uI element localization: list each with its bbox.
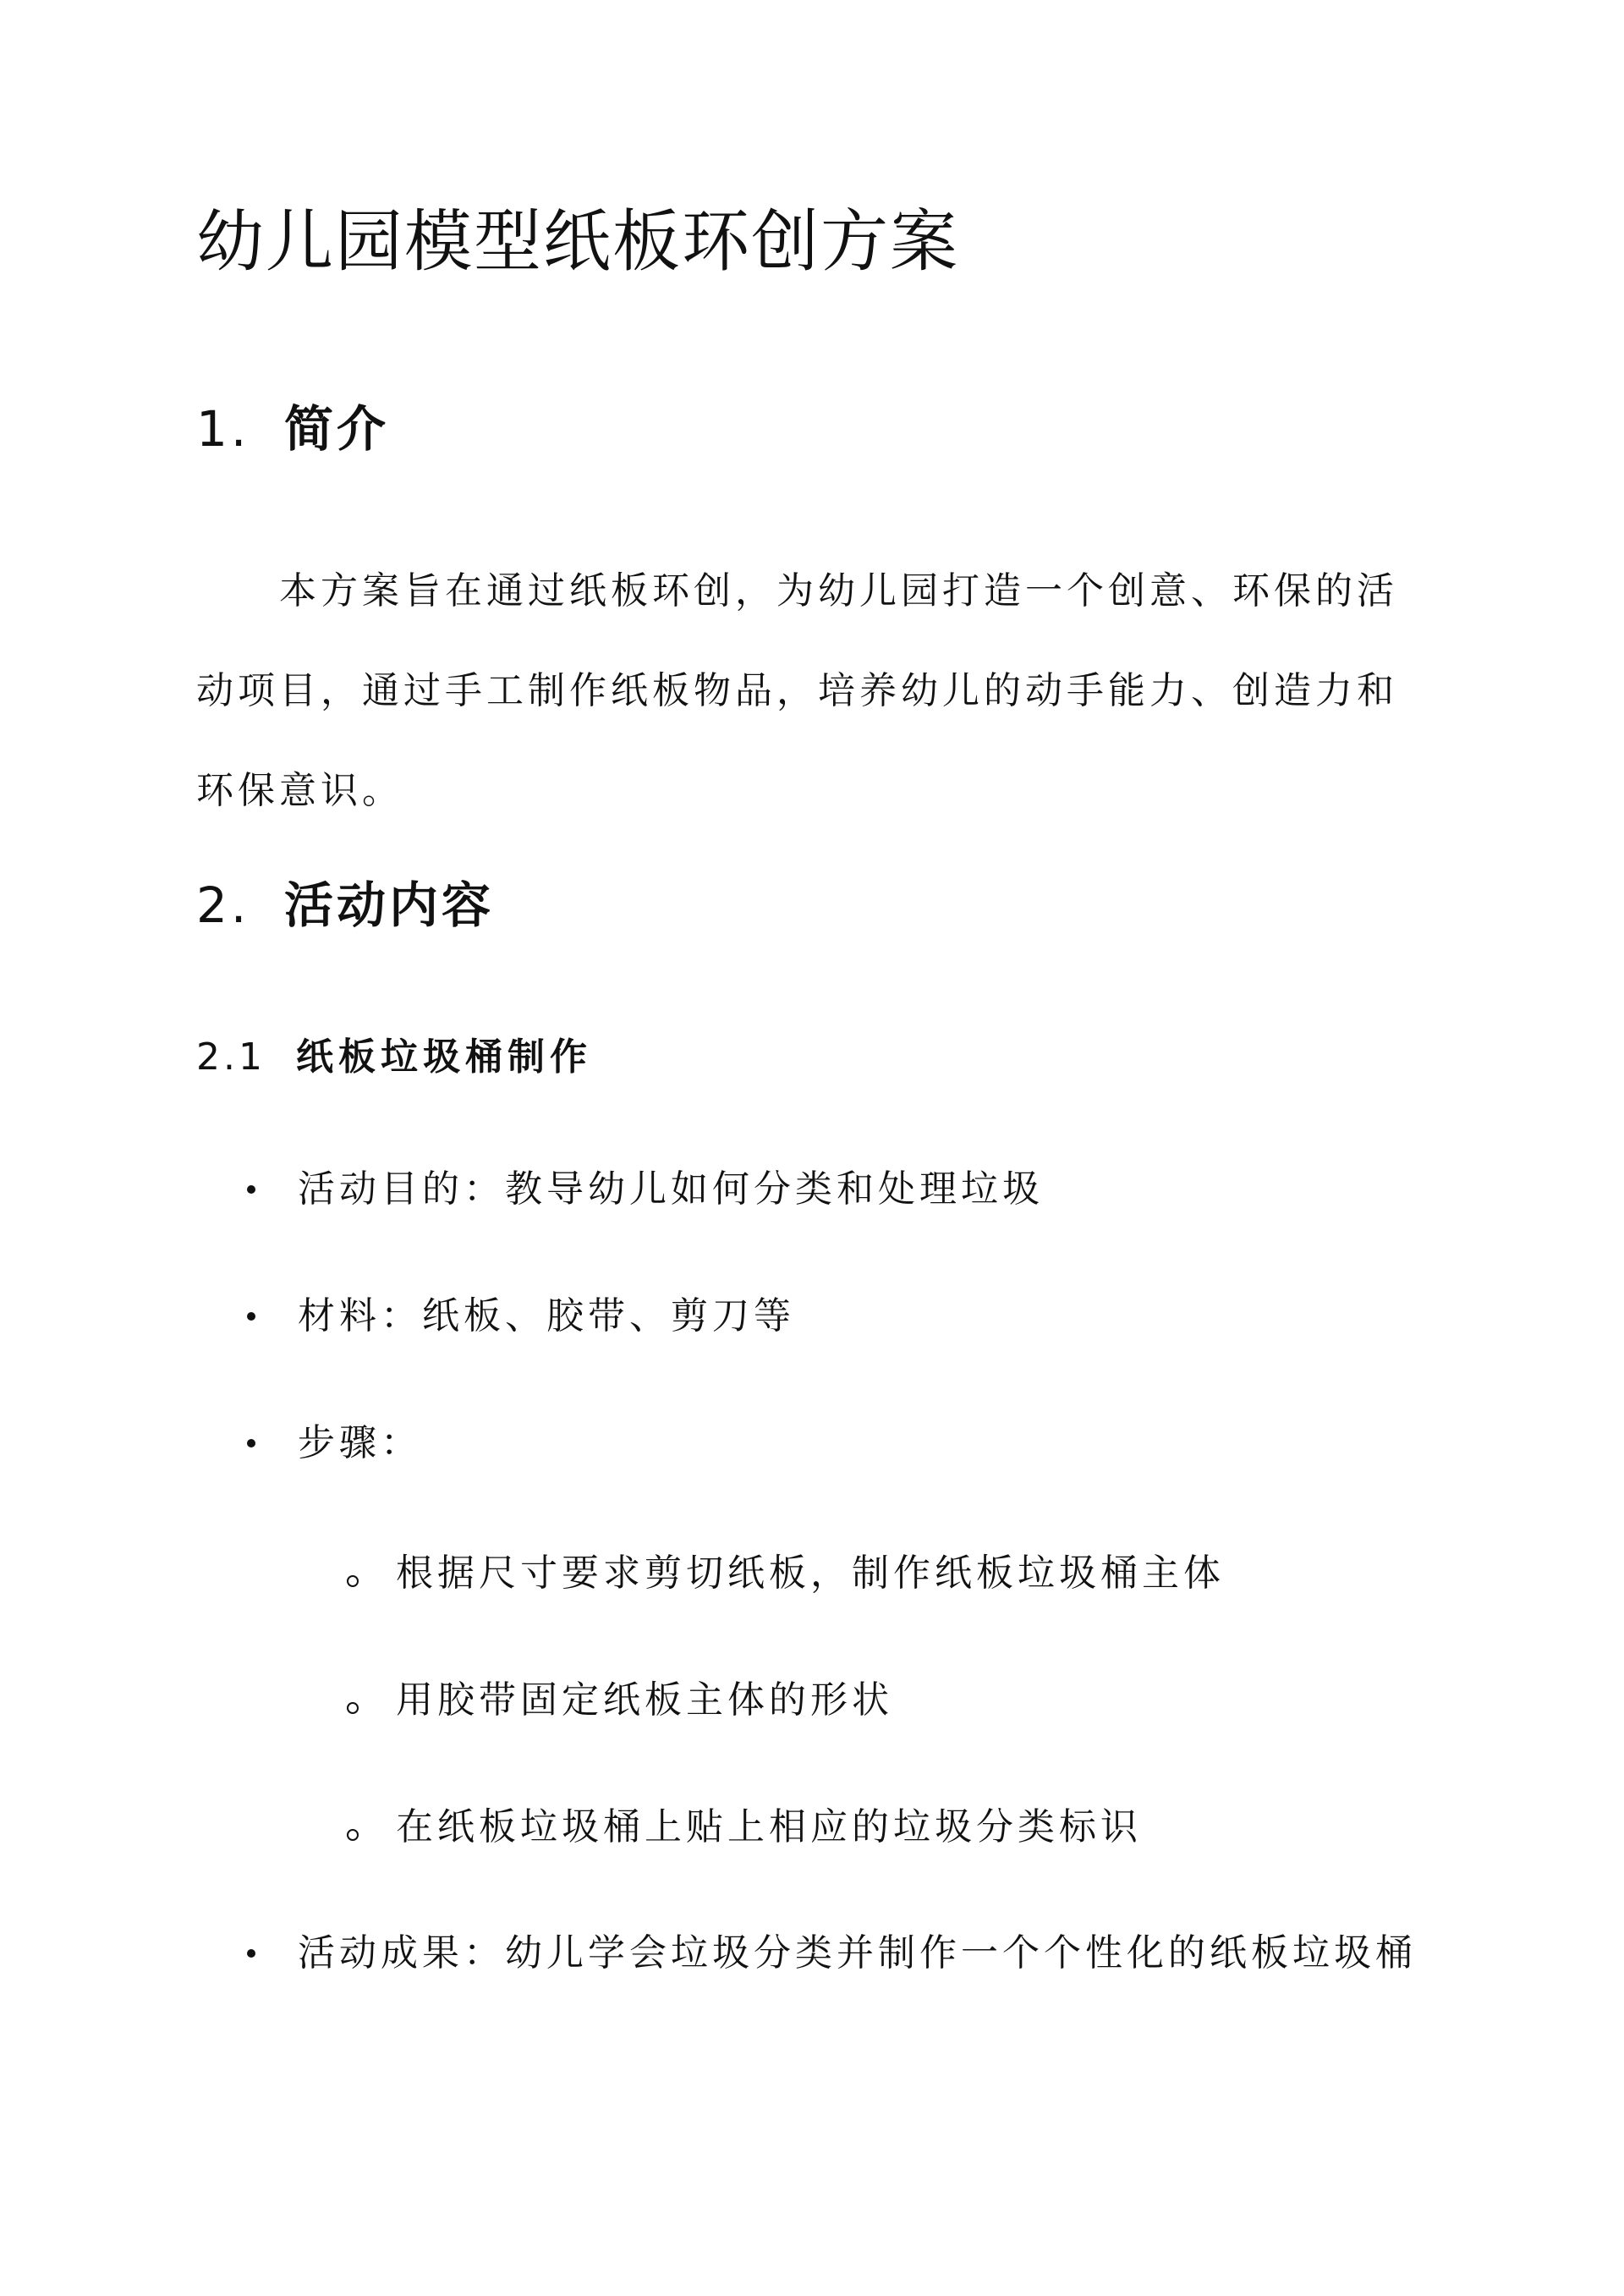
step-item-3-text: 在纸板垃圾桶上贴上相应的垃圾分类标识 — [396, 1805, 1142, 1848]
list-item-result — [196, 1903, 1431, 2103]
list-item-purpose — [196, 1140, 1431, 1239]
list-item-materials — [196, 1266, 1431, 1366]
list-item-materials-text: 材料：纸板、胶带、剪刀等 — [298, 1294, 795, 1338]
list-item-purpose-text: 活动目的：教导幼儿如何分类和处理垃圾 — [298, 1167, 1044, 1211]
hollow-bullet-icon — [347, 1702, 359, 1714]
step-item-2 — [196, 1677, 1431, 1724]
section-2-title: 活动内容 — [284, 876, 495, 934]
section-1-title: 简介 — [284, 400, 390, 458]
bullet-icon — [247, 1185, 255, 1194]
hollow-bullet-icon — [347, 1575, 359, 1587]
section-1-heading — [196, 399, 389, 459]
subsection-2-1-number: 2.1 — [196, 1035, 266, 1079]
step-item-2-text: 用胶带固定纸板主体的形状 — [396, 1678, 893, 1722]
bullet-icon — [247, 1439, 255, 1447]
hollow-bullet-icon — [347, 1829, 359, 1841]
intro-paragraph: 本方案旨在通过纸板环创，为幼儿园打造一个创意、环保的活动项目，通过手工制作纸板物品，培养幼儿的动手能力、创造力和环保意识。 — [196, 569, 1398, 812]
step-item-1-text: 根据尺寸要求剪切纸板，制作纸板垃圾桶主体 — [396, 1552, 1225, 1595]
section-2-heading — [196, 876, 494, 935]
step-item-1 — [196, 1550, 1431, 1597]
list-item-steps — [196, 1393, 1431, 1493]
list-item-result-text: 活动成果：幼儿学会垃圾分类并制作一个个性化的纸板垃圾桶 — [298, 1931, 1417, 1975]
section-2-number: 2. — [196, 876, 250, 934]
bullet-icon — [247, 1312, 255, 1321]
list-item-steps-text: 步骤： — [298, 1421, 422, 1464]
subsection-2-1-title: 纸板垃圾桶制作 — [296, 1035, 592, 1079]
section-1-number: 1. — [196, 400, 250, 458]
subsection-2-1-heading — [196, 1034, 592, 1081]
bullet-icon — [247, 1949, 255, 1958]
document-title: 幼儿园模型纸板环创方案 — [196, 202, 959, 281]
step-item-3 — [196, 1804, 1431, 1851]
